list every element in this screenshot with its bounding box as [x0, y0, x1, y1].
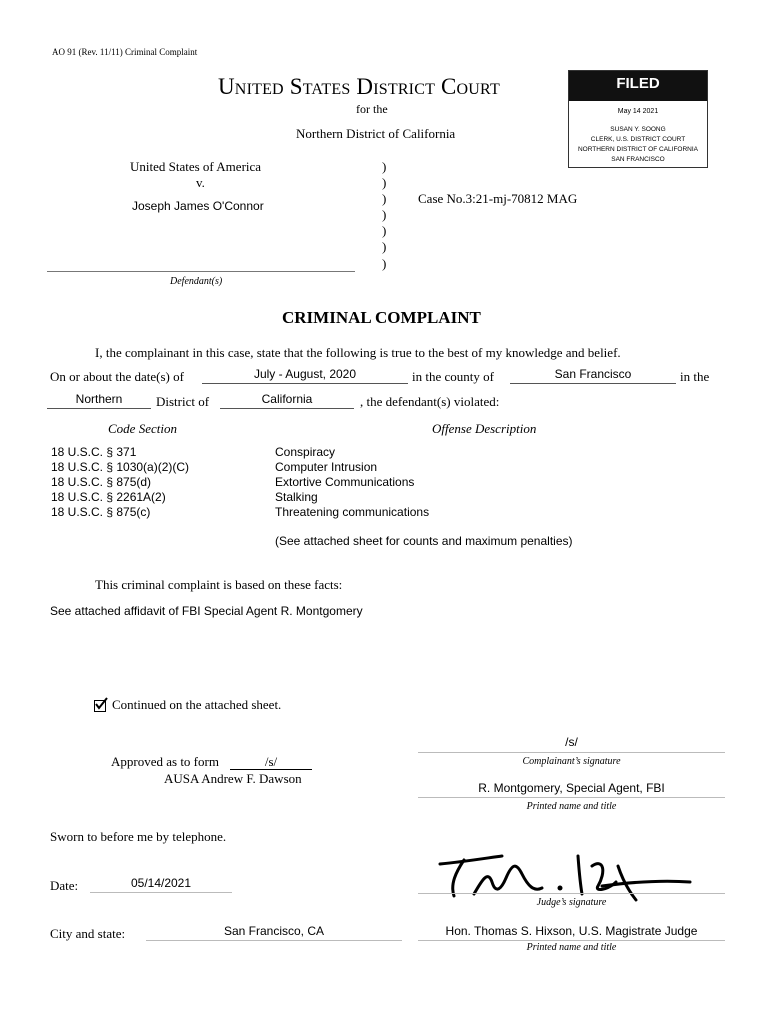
city-state-underline: [146, 940, 402, 941]
caption-paren: ): [382, 191, 387, 206]
defendant-name: Joseph James O'Connor: [132, 199, 264, 213]
court-title: United States District Court: [218, 74, 500, 99]
ausa-name: AUSA Andrew F. Dawson: [164, 771, 302, 786]
complaint-intro: I, the complainant in this case, state that the following is true to the best of my knowledge and belief.: [95, 345, 621, 360]
approved-label: Approved as to form: [111, 754, 219, 769]
judge-printed-caption: Printed name and title: [526, 942, 617, 953]
plaintiff-name: United States of America: [130, 159, 262, 174]
city-state-label: City and state:: [50, 926, 126, 941]
code-section-item: 18 U.S.C. § 371: [51, 445, 137, 459]
defendant-underline: [47, 271, 355, 272]
offense-description-item: Extortive Communications: [275, 475, 415, 489]
district-direction-underline: [47, 408, 151, 409]
district-direction-field: Northern: [75, 392, 123, 406]
state-underline: [220, 408, 354, 409]
date-field: 05/14/2021: [130, 876, 192, 890]
dates-field: July - August, 2020: [253, 367, 357, 381]
in-the-label: in the: [680, 369, 710, 384]
date-label: Date:: [50, 878, 79, 893]
case-number: Case No.3:21-mj-70812 MAG: [418, 191, 578, 206]
caption-paren: ): [382, 175, 387, 190]
date-underline: [90, 892, 232, 893]
printed-name-caption: Printed name and title: [526, 801, 617, 812]
facts-text: See attached affidavit of FBI Special Agent R. Montgomery: [50, 604, 363, 618]
stamp-city: SAN FRANCISCO: [611, 156, 665, 163]
code-section-item: 18 U.S.C. § 1030(a)(2)(C): [51, 460, 190, 474]
stamp-district: NORTHERN DISTRICT OF CALIFORNIA: [577, 146, 699, 153]
code-section-header: Code Section: [108, 421, 177, 436]
violated-text: , the defendant(s) violated:: [360, 394, 500, 409]
continued-label: Continued on the attached sheet.: [112, 697, 282, 712]
district-name: Northern District of California: [296, 126, 456, 141]
approved-signature: /s/: [264, 754, 278, 769]
offense-description-item: Conspiracy: [275, 445, 336, 459]
sworn-text: Sworn to before me by telephone.: [50, 829, 227, 844]
complainant-name-line: [418, 797, 725, 798]
code-section-item: 18 U.S.C. § 875(c): [51, 505, 151, 519]
stamp-clerk-name: SUSAN Y. SOONG: [610, 126, 666, 133]
complaint-heading: CRIMINAL COMPLAINT: [282, 308, 481, 327]
caption-paren: ): [382, 207, 387, 222]
caption-paren: ): [382, 239, 387, 254]
stamp-clerk-title: CLERK, U.S. DISTRICT COURT: [590, 136, 686, 143]
code-section-item: 18 U.S.C. § 875(d): [51, 475, 152, 489]
offense-description-item: Stalking: [275, 490, 318, 504]
stamp-filed-word: FILED: [616, 75, 660, 92]
checkbox-icon[interactable]: [94, 700, 106, 712]
complainant-caption: Complainant’s signature: [522, 756, 621, 767]
judge-name-line: [418, 940, 725, 941]
district-of-label: District of: [156, 394, 210, 409]
in-county-label: in the county of: [412, 369, 494, 384]
code-section-item: 18 U.S.C. § 2261A(2): [51, 490, 166, 504]
state-field: California: [261, 392, 313, 406]
judge-printed-name: Hon. Thomas S. Hixson, U.S. Magistrate Judge: [445, 924, 698, 938]
approved-underline: [230, 769, 312, 770]
judge-signature-image: [432, 852, 694, 902]
facts-intro: This criminal complaint is based on these facts:: [95, 577, 343, 592]
judge-signature-caption: Judge’s signature: [536, 897, 607, 908]
stamp-date: May 14 2021: [617, 108, 659, 115]
on-or-about-label: On or about the date(s) of: [50, 369, 184, 384]
filed-stamp: [568, 70, 708, 168]
county-underline: [510, 383, 676, 384]
county-field: San Francisco: [554, 367, 632, 381]
attached-sheet-note: (See attached sheet for counts and maximum penalties): [275, 534, 573, 548]
for-the-text: for the: [356, 102, 388, 116]
checkmark-icon: [94, 697, 108, 711]
offense-description-header: Offense Description: [432, 421, 537, 436]
caption-paren: ): [382, 256, 387, 271]
defendant-label: Defendant(s): [170, 276, 223, 287]
complainant-printed-name: R. Montgomery, Special Agent, FBI: [478, 781, 665, 795]
caption-paren: ): [382, 159, 387, 174]
versus-text: v.: [196, 175, 205, 190]
dates-underline: [202, 383, 408, 384]
complainant-signature: /s/: [565, 735, 578, 749]
offense-description-item: Computer Intrusion: [275, 460, 378, 474]
complainant-signature-line: [418, 752, 725, 753]
caption-paren: ): [382, 223, 387, 238]
city-state-field: San Francisco, CA: [223, 924, 325, 938]
form-id: AO 91 (Rev. 11/11) Criminal Complaint: [52, 47, 198, 57]
judge-signature-line: [418, 893, 725, 894]
offense-description-item: Threatening communications: [275, 505, 430, 519]
